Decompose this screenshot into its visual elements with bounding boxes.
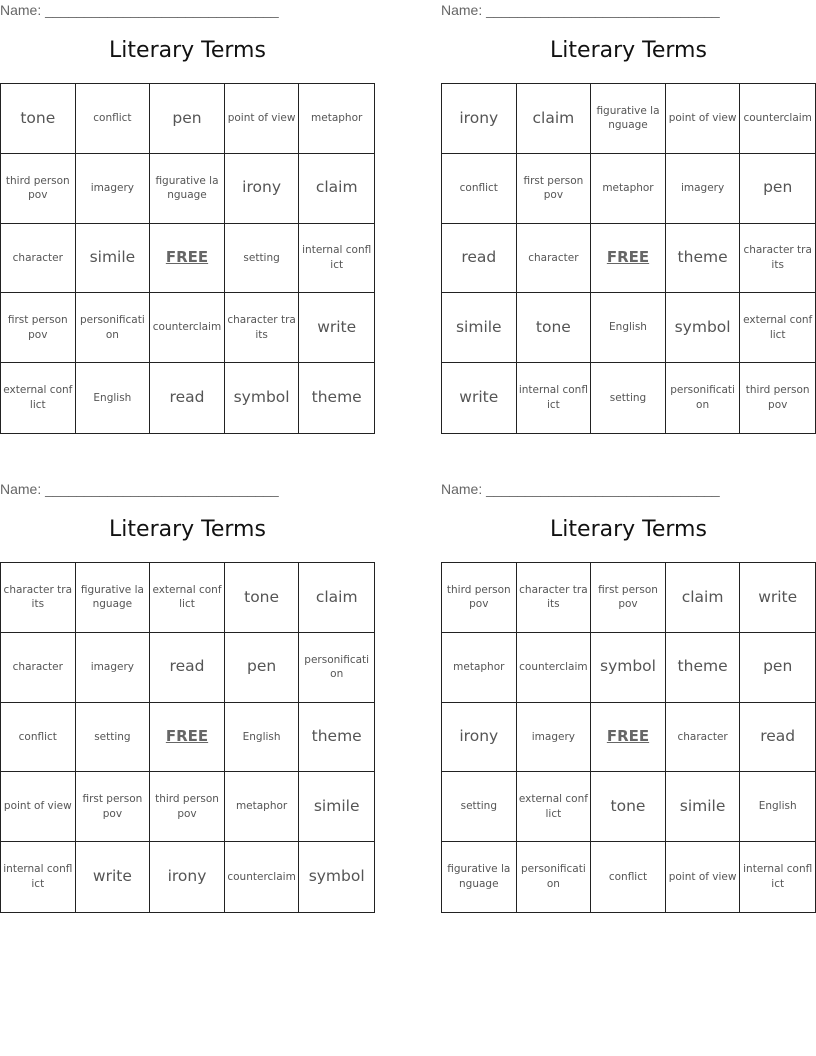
bingo-cell: tone [1, 84, 76, 154]
bingo-cell: theme [311, 388, 362, 407]
bingo-cell: first person pov [76, 772, 151, 842]
bingo-cell: metaphor [591, 154, 666, 224]
bingo-cell: internal conflict [299, 224, 374, 294]
bingo-cell: irony [442, 84, 517, 154]
bingo-cell: simile [299, 772, 374, 842]
bingo-cell: symbol [308, 867, 365, 886]
bingo-cell: write [299, 293, 374, 363]
bingo-cell: irony [225, 154, 300, 224]
card-title: Literary Terms [550, 517, 707, 542]
bingo-cell: figurative language [591, 84, 666, 154]
card-title: Literary Terms [550, 38, 707, 63]
name-field-label: Name: ______________________________ [0, 2, 279, 18]
bingo-cell: theme [299, 703, 374, 773]
bingo-cell: claim [666, 563, 741, 633]
bingo-grid [0, 83, 375, 434]
bingo-cell: tone [591, 772, 666, 842]
bingo-cell: symbol [591, 633, 666, 703]
bingo-cell: figurative language [150, 154, 225, 224]
bingo-cell: first person pov [591, 563, 666, 633]
bingo-cell: tone [517, 293, 592, 363]
bingo-cell: character traits [740, 224, 815, 294]
bingo-cell: setting [442, 772, 517, 842]
bingo-cell: character traits [1, 563, 76, 633]
bingo-card-3 [0, 479, 375, 919]
bingo-cell: conflict [1, 703, 76, 773]
bingo-cell: English [76, 363, 151, 433]
bingo-cell: point of view [1, 772, 76, 842]
bingo-cell: counterclaim [150, 293, 225, 363]
bingo-cell: third person pov [442, 563, 517, 633]
bingo-cell: character [1, 633, 76, 703]
bingo-cell: simile [76, 224, 151, 294]
bingo-cell: write [76, 842, 151, 912]
bingo-cell: counterclaim [225, 842, 300, 912]
name-field-label: Name: ______________________________ [0, 481, 279, 497]
name-field-label: Name: ______________________________ [441, 2, 720, 18]
bingo-cell: setting [225, 224, 300, 294]
bingo-cell: theme [666, 633, 741, 703]
bingo-cell: theme [666, 224, 741, 294]
bingo-cell: setting [76, 703, 151, 773]
bingo-cell: first person pov [517, 154, 592, 224]
bingo-cell: counterclaim [740, 84, 815, 154]
bingo-cell: pen [225, 633, 300, 703]
bingo-cell: pen [150, 84, 225, 154]
bingo-cell: third person pov [745, 384, 810, 412]
bingo-cell: conflict [76, 84, 151, 154]
bingo-grid [441, 83, 816, 434]
bingo-card-2 [441, 0, 816, 440]
bingo-cell: figurative language [442, 842, 517, 912]
bingo-cell: character [1, 224, 76, 294]
bingo-cell: point of view [225, 84, 300, 154]
bingo-cell: character traits [225, 293, 300, 363]
bingo-cell: claim [517, 84, 592, 154]
bingo-cell: counterclaim [517, 633, 592, 703]
free-space-cell: FREE [150, 703, 225, 773]
bingo-cell: metaphor [225, 772, 300, 842]
bingo-cell: metaphor [299, 84, 374, 154]
bingo-cell: pen [740, 633, 815, 703]
bingo-cell: conflict [442, 154, 517, 224]
bingo-cell: character [666, 703, 741, 773]
bingo-cell: symbol [225, 363, 300, 433]
bingo-cell: internal conflict [1, 842, 76, 912]
bingo-cell: external conflict [150, 563, 225, 633]
bingo-cell: point of view [666, 842, 741, 912]
bingo-card-1 [0, 0, 375, 440]
bingo-grid [441, 562, 816, 913]
bingo-cell: personification [666, 363, 741, 433]
free-space-cell: FREE [591, 703, 666, 773]
bingo-cell: external conflict [1, 363, 76, 433]
bingo-cell: imagery [666, 154, 741, 224]
bingo-cell: irony [442, 703, 517, 773]
bingo-cell: personification [299, 633, 374, 703]
bingo-cell: claim [299, 154, 374, 224]
bingo-cell: read [150, 363, 225, 433]
bingo-cell: figurative language [76, 563, 151, 633]
bingo-cell: point of view [666, 84, 741, 154]
bingo-cell: imagery [517, 703, 592, 773]
bingo-cell: English [225, 703, 300, 773]
bingo-cell: imagery [76, 154, 151, 224]
bingo-cell: personification [76, 293, 151, 363]
bingo-cell: read [442, 224, 517, 294]
bingo-cell: simile [666, 772, 741, 842]
bingo-cell: personification [517, 842, 592, 912]
bingo-cell: conflict [591, 842, 666, 912]
free-space-cell: FREE [591, 224, 666, 294]
card-title: Literary Terms [109, 38, 266, 63]
bingo-cell: claim [299, 563, 374, 633]
bingo-cell: simile [442, 293, 517, 363]
bingo-cell: pen [740, 154, 815, 224]
bingo-cell: character [517, 224, 592, 294]
bingo-cell: character traits [517, 563, 592, 633]
bingo-cell: English [740, 772, 815, 842]
bingo-cell: symbol [666, 293, 741, 363]
bingo-cell: external conflict [740, 293, 815, 363]
bingo-cell: tone [225, 563, 300, 633]
bingo-cell: read [150, 633, 225, 703]
card-title: Literary Terms [109, 517, 266, 542]
bingo-cell: internal conflict [743, 863, 813, 891]
free-space-cell: FREE [150, 224, 225, 294]
bingo-cell: imagery [76, 633, 151, 703]
bingo-cell: setting [591, 363, 666, 433]
bingo-cell: external conflict [517, 772, 592, 842]
bingo-cell: write [740, 563, 815, 633]
bingo-cell: internal conflict [517, 363, 592, 433]
bingo-card-4 [441, 479, 816, 919]
bingo-cell: first person pov [1, 293, 76, 363]
bingo-grid [0, 562, 375, 913]
bingo-cell: metaphor [442, 633, 517, 703]
name-field-label: Name: ______________________________ [441, 481, 720, 497]
bingo-cell: English [591, 293, 666, 363]
bingo-cell: third person pov [1, 154, 76, 224]
bingo-cell: irony [150, 842, 225, 912]
bingo-cell: write [442, 363, 517, 433]
bingo-cell: third person pov [150, 772, 225, 842]
bingo-cell: read [740, 703, 815, 773]
